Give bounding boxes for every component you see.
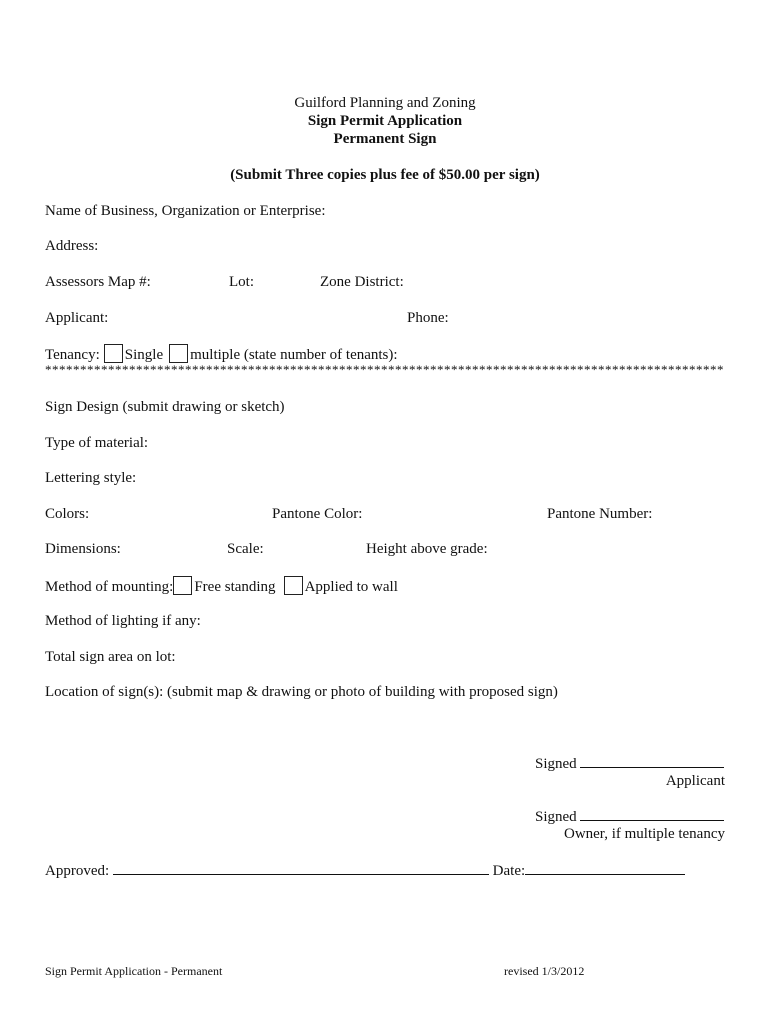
scale-label: Scale: [227, 541, 264, 557]
total-area-label: Total sign area on lot: [45, 649, 176, 665]
mounting-row [45, 576, 398, 596]
form-subtitle: Permanent Sign [333, 131, 437, 147]
free-standing-checkbox[interactable] [173, 576, 192, 595]
applied-to-wall-label: Applied to wall [304, 579, 398, 595]
owner-signature-line[interactable] [580, 807, 724, 821]
pantone-color-label: Pantone Color: [272, 506, 363, 522]
signed-label: Signed [535, 756, 577, 772]
single-label: Single [124, 347, 164, 363]
colors-label: Colors: [45, 506, 90, 522]
signed-label: Signed [535, 809, 577, 825]
form-title: Sign Permit Application [307, 113, 463, 129]
assessors-map-label: Assessors Map #: [45, 274, 151, 290]
date-line[interactable] [525, 861, 685, 875]
phone-label: Phone: [407, 310, 449, 326]
footer-right: revised 1/3/2012 [504, 964, 585, 978]
tenancy-label: Tenancy: [45, 347, 100, 363]
lettering-label: Lettering style: [45, 470, 137, 486]
approved-label: Approved: [45, 863, 110, 879]
sign-design-label: Sign Design (submit drawing or sketch) [45, 399, 285, 415]
date-label: Date: [492, 863, 526, 879]
fee-instruction: (Submit Three copies plus fee of $50.00 per sign) [230, 167, 540, 183]
lot-label: Lot: [229, 274, 254, 290]
mounting-label: Method of mounting: [45, 579, 174, 595]
location-label: Location of sign(s): (submit map & drawing or photo of building with proposed sign) [45, 684, 558, 700]
height-label: Height above grade: [366, 541, 488, 557]
applicant-caption: Applicant [665, 773, 725, 789]
address-label: Address: [45, 238, 99, 254]
multiple-label: multiple (state number of tenants): [190, 347, 398, 363]
footer-left: Sign Permit Application - Permanent [45, 964, 223, 978]
dimensions-label: Dimensions: [45, 541, 121, 557]
material-label: Type of material: [45, 435, 149, 451]
applicant-signature-row [535, 754, 724, 773]
org-name: Guilford Planning and Zoning [294, 95, 476, 111]
owner-signature-row [535, 807, 724, 826]
applicant-label: Applicant: [45, 310, 109, 326]
lighting-label: Method of lighting if any: [45, 613, 201, 629]
applied-to-wall-checkbox[interactable] [284, 576, 303, 595]
zone-district-label: Zone District: [320, 274, 404, 290]
owner-caption: Owner, if multiple tenancy [563, 826, 725, 842]
business-name-label: Name of Business, Organization or Enterprise: [45, 203, 326, 219]
section-divider: ************************************************************************************************* [45, 362, 724, 377]
free-standing-label: Free standing [194, 579, 276, 595]
pantone-number-label: Pantone Number: [547, 506, 653, 522]
applicant-signature-line[interactable] [580, 754, 724, 768]
approved-line[interactable] [113, 861, 489, 875]
approval-row [45, 861, 685, 880]
